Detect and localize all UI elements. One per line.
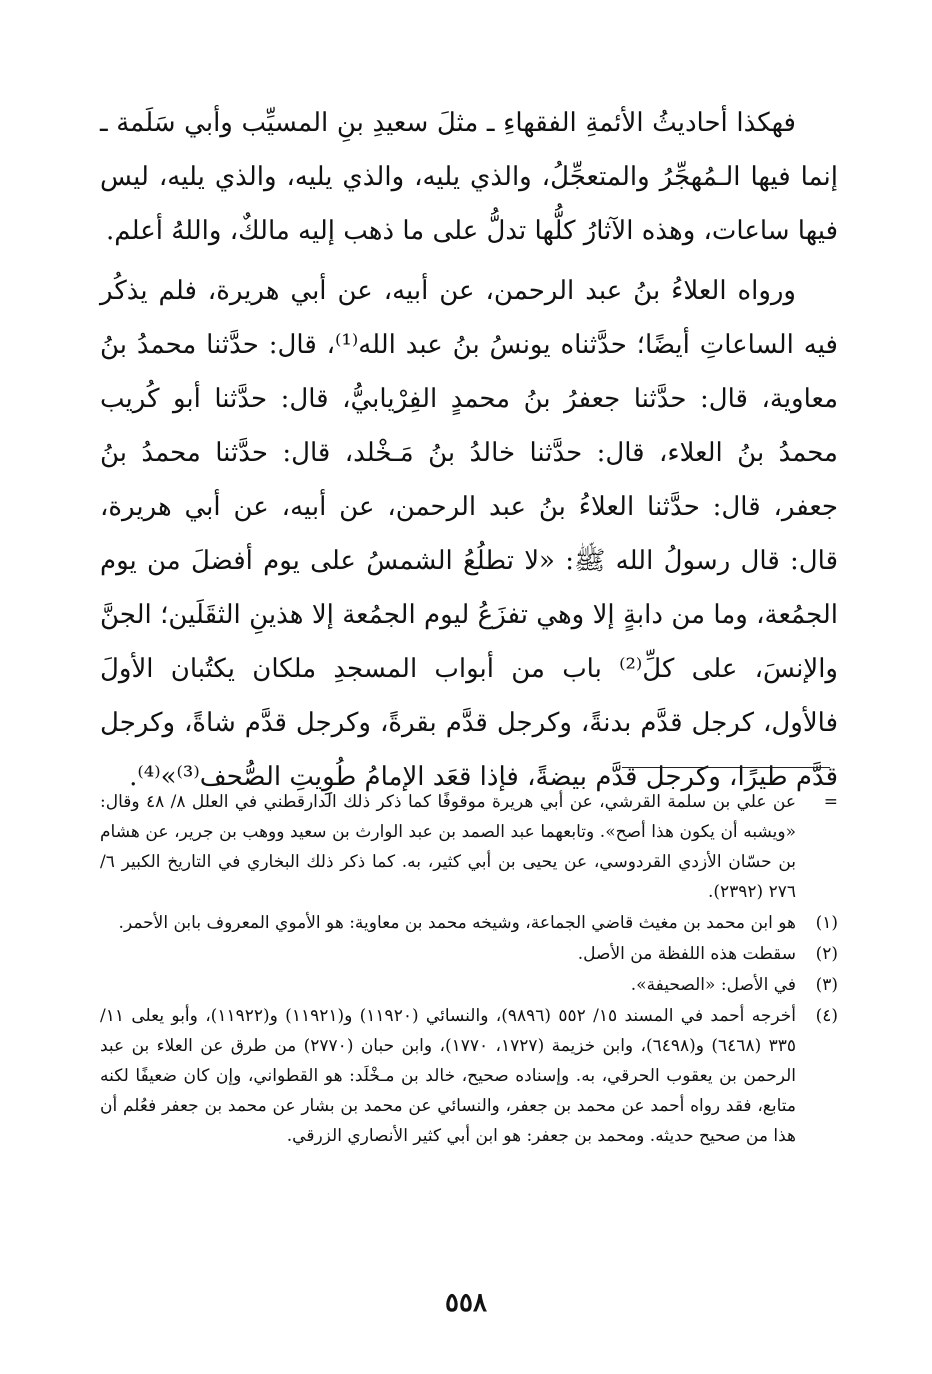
footnote-divider [622,767,830,768]
footnote-mark: (٢) [815,944,838,964]
footnote-continued [100,787,838,907]
main-text [100,96,838,804]
footnote-text: سقطت هذه اللفظة من الأصل. [577,944,796,964]
paragraph-2: ورواه العلاءُ بنُ عبد الرحمن، عن أبيه، عن أبي هريرة، فلم يذكُر فيه الساعاتِ أيضًا؛ حدَّثناه يونسُ بنُ عبد الله⁽¹⁾، قال: حدَّثنا محمدُ بنُ معاوية، قال: حدَّثنا جعفرُ بنُ محمدٍ الفِرْيابيُّ، قال: حدَّثنا أبو كُريب محمدُ بنُ العلاء، قال: حدَّثنا خالدُ بنُ مَـخْلد، قال: حدَّثنا محمدُ بنُ جعفر، قال: حدَّثنا العلاءُ بنُ عبد الرحمن، عن أبيه، عن أبي هريرة، قال: قال رسولُ الله ﷺ: «لا تطلُعُ الشمسُ على يوم أفضلَ من يوم الجمُعة، وما من دابةٍ إلا وهي تفزَعُ ليوم الجمُعة إلا هذينِ الثقَلَين؛ الجنَّ والإنسَ، على كلِّ⁽²⁾ باب من أبواب المسجدِ ملكان يكتُبان الأولَ فالأول، كرجل قدَّم بدنةً، وكرجل قدَّم بقرةً، وكرجل قدَّم شاةً، وكرجل قدَّم طيرًا، وكرجل قدَّم بيضةً، فإذا قعَد الإمامُ طُوِيتِ الصُّحف⁽³⁾»⁽⁴⁾. [100,276,838,792]
footnote-4 [100,1001,838,1151]
footnote-text: في الأصل: «الصحيفة». [630,975,796,995]
footnote-text: هو ابن محمد بن مغيث قاضي الجماعة، وشيخه محمد بن معاوية: هو الأموي المعروف بابن الأحمر. [118,913,796,933]
footnote-text: أخرجه أحمد في المسند ١٥/ ٥٥٢ (٩٨٩٦)، والنسائي (١١٩٢٠) و(١١٩٢١) و(١١٩٢٢)، وأبو يعلى ١١/ ٣٣٥ (٦٤٦٨) و(٦٤٩٨)، وابن خزيمة (١٧٢٧، ١٧٧٠)، وابن حبان (٢٧٧٠) من طرق عن العلاء بن عبد الرحمن بن يعقوب الحرقي، به. وإسناده صحيح، خالد بن مـخْلَد: هو القطواني، وإن كان ضعيفًا لكنه متابع، فقد رواه أحمد عن محمد بن جعفر، والنسائي عن محمد بن بشار عن محمد بن جعفر فعُلم أن هذا من صحيح حديثه. ومحمد بن جعفر: هو ابن أبي كثير الأنصاري الزرقي. [100,1006,796,1146]
page-number: ٥٥٨ [445,1288,487,1318]
footnote-text: عن علي بن سلمة القرشي، عن أبي هريرة موقوفًا كما ذكر ذلك الدارقطني في العلل ٨/ ٤٨ وقال: «ويشبه أن يكون هذا أصح». وتابعهما عبد الصمد بن عبد الوارث بن سعيد ووهب بن جرير، عن هشام بن حسّان الأزدي القردوسي، عن يحيى بن أبي كثير، به. كما ذكر ذلك البخاري في التاريخ الكبير ٦/ ٢٧٦ (٢٣٩٢). [100,792,797,902]
footnotes [100,787,838,1151]
footnote-3 [100,970,838,1000]
footnote-mark: (١) [815,913,838,933]
footnote-2 [100,939,838,969]
footnote-1 [100,908,838,938]
footnote-mark: (٣) [815,975,838,995]
footnote-mark: = [823,792,838,812]
paragraph-1: فهكذا أحاديثُ الأئمةِ الفقهاءِ ـ مثلَ سعيدِ بنِ المسيِّب وأبي سَلَمة ـ إنما فيها الـمُهجِّرُ والمتعجِّلُ، والذي يليه، والذي يليه، والذي يليه، ليس فيها ساعات، وهذه الآثارُ كلُّها تدلُّ على ما ذهب إليه مالكٌ، واللهُ أعلم. [100,108,838,246]
footnote-mark: (٤) [815,1006,838,1026]
